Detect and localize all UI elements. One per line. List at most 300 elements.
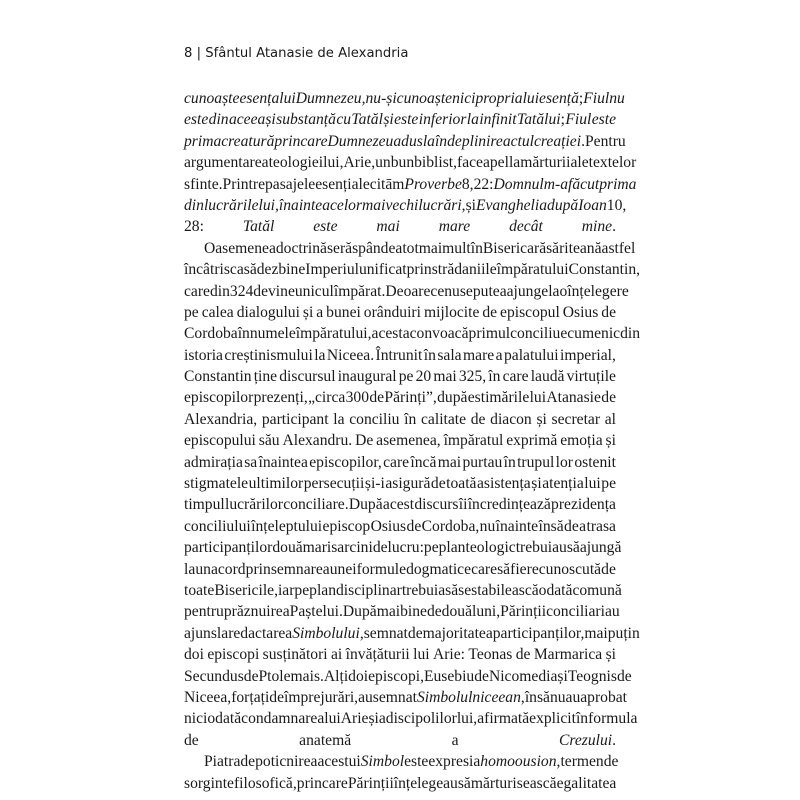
text-run: conciliului [184, 517, 251, 535]
italic-text: creației [534, 132, 582, 150]
text-run: unificat [358, 261, 407, 279]
italic-text: nu-și [365, 90, 397, 107]
text-line [184, 730, 616, 751]
word [259, 430, 280, 451]
text-run: de [430, 475, 446, 493]
italic-text: substanță [276, 111, 336, 129]
word [620, 323, 640, 344]
word [184, 131, 221, 152]
word [496, 516, 538, 537]
text-run: pe [398, 368, 414, 386]
word [576, 708, 588, 729]
word [437, 345, 461, 366]
word [257, 259, 306, 280]
text-run: Cordoba, [421, 517, 480, 535]
text-run: să [497, 560, 511, 578]
word [309, 452, 382, 473]
word [338, 366, 397, 387]
text-run: sorginte [184, 774, 234, 792]
text-run: conciliu [349, 410, 400, 428]
text-run: mărturii [520, 154, 571, 172]
word [330, 559, 357, 580]
italic-text: lui [522, 90, 540, 107]
text-run: tot [402, 239, 419, 257]
word [184, 259, 214, 280]
text-run: De [355, 432, 374, 450]
word [386, 708, 457, 729]
word [341, 708, 369, 729]
word [424, 537, 439, 558]
text-run: lui, [456, 710, 478, 728]
word [469, 323, 511, 344]
word [357, 559, 406, 580]
text-run: la [184, 560, 196, 578]
text-run: lui [584, 475, 601, 493]
word [308, 387, 345, 408]
text-line [184, 323, 641, 344]
word [184, 773, 234, 794]
word [410, 323, 469, 344]
text-run: în [237, 325, 250, 343]
text-run: trebuia [401, 581, 446, 599]
text-run: să [566, 539, 580, 557]
word [184, 345, 223, 366]
text-line [184, 751, 619, 772]
italic-text: făcut [568, 175, 600, 193]
italic-text: esența [239, 90, 280, 107]
word [184, 174, 223, 195]
word [202, 302, 234, 323]
text-run: Arie: [432, 646, 466, 664]
word [184, 366, 252, 387]
word [463, 345, 494, 366]
word [457, 152, 483, 173]
word [184, 601, 224, 622]
text-run: Imperiul [305, 261, 359, 279]
text-line [184, 666, 632, 687]
word [355, 430, 373, 451]
word [404, 751, 428, 772]
word [276, 238, 327, 259]
text-run: pe [294, 581, 310, 599]
italic-text: lui [279, 90, 296, 107]
text-run: să [445, 581, 459, 599]
word [504, 452, 516, 473]
text-run: ; [560, 111, 565, 129]
text-run: luni, [471, 603, 501, 621]
text-run: acord [210, 560, 246, 578]
text-run: pasajele [265, 175, 316, 193]
text-run: Printre [222, 175, 265, 193]
word [602, 238, 636, 259]
text-line [184, 109, 616, 130]
word [184, 323, 238, 344]
text-run: răspândea [339, 239, 403, 257]
word [379, 708, 386, 729]
word [184, 109, 208, 130]
italic-text: Fiul [583, 90, 610, 107]
word [510, 323, 560, 344]
header-separator: | [196, 46, 202, 61]
text-run: 22: [473, 175, 494, 193]
text-run: au [565, 688, 581, 706]
word [228, 623, 292, 644]
word [184, 580, 214, 601]
text-line [184, 537, 622, 558]
word [249, 473, 304, 494]
text-run: Secundus [184, 667, 244, 685]
word [244, 452, 257, 473]
word [225, 494, 283, 515]
word [579, 516, 586, 537]
word [333, 409, 344, 430]
text-run: Constantin [184, 368, 252, 386]
text-run: ; [578, 90, 584, 107]
word [423, 131, 435, 152]
text-run: toate [184, 581, 215, 599]
word [349, 409, 399, 430]
text-run: lucrărilor [224, 496, 283, 514]
text-line [184, 623, 640, 644]
italic-text: Domnul [493, 175, 544, 193]
text-run: episcopului [184, 432, 256, 450]
word [336, 109, 351, 130]
word [364, 623, 408, 644]
text-run: semnarea [270, 560, 330, 578]
italic-text: aceeași [228, 111, 276, 129]
text-run: trasa [586, 517, 616, 535]
text-run: ultimilor [248, 475, 304, 493]
text-run: emoția [560, 432, 603, 450]
text-run: mai [584, 624, 608, 642]
word [503, 131, 534, 152]
text-line [184, 387, 616, 408]
text-run: împrejurări, [284, 688, 359, 706]
text-run: majoritatea [422, 624, 493, 642]
italic-text: din [184, 196, 204, 214]
text-run: secretar [551, 410, 601, 428]
text-run: prezidența [551, 496, 616, 514]
word [477, 708, 529, 729]
text-run: la [333, 410, 345, 428]
word [373, 537, 388, 558]
word [584, 623, 607, 644]
text-run: de [407, 624, 423, 642]
word [416, 366, 432, 387]
word [259, 195, 279, 216]
text-run: Niceea. [326, 346, 375, 364]
word [476, 195, 547, 216]
word [606, 430, 616, 451]
word [574, 452, 616, 473]
word [373, 687, 417, 708]
text-run: recunoscută [526, 560, 602, 578]
text-run: Arie [340, 710, 369, 728]
text-run: forțați [231, 688, 270, 706]
text-run: teologic [465, 539, 516, 557]
text-line [184, 366, 616, 387]
word [351, 109, 383, 130]
text-run: împăratul [443, 432, 504, 450]
word [184, 559, 195, 580]
text-line [184, 601, 620, 622]
text-run: sfinte. [184, 175, 223, 193]
text-run: orânduiri [363, 303, 421, 321]
word [507, 281, 549, 302]
word [608, 623, 640, 644]
text-run: în [423, 346, 436, 364]
text-run: a [495, 346, 503, 364]
text-run: termen [560, 753, 604, 771]
word [402, 238, 418, 259]
text-run: numele [249, 325, 296, 343]
text-run: mai [418, 239, 443, 257]
text-run: și [302, 303, 314, 321]
word [480, 751, 560, 772]
text-run: asistența [477, 475, 531, 493]
word [565, 109, 591, 130]
word [468, 494, 551, 515]
word [483, 152, 509, 173]
word [497, 259, 569, 280]
text-line [184, 281, 629, 302]
word [417, 687, 472, 708]
text-run: de [616, 667, 632, 685]
italic-text: mai [362, 196, 386, 214]
word [444, 281, 460, 302]
text-run: Atanasie [546, 389, 601, 407]
word [224, 345, 312, 366]
word [184, 473, 248, 494]
word [315, 174, 370, 195]
text-run: condamnarea [241, 710, 325, 728]
italic-text: este [591, 111, 616, 129]
word [326, 302, 361, 323]
italic-text: prin [274, 132, 301, 150]
word [184, 537, 272, 558]
text-run: persecuții [303, 475, 365, 493]
word [605, 409, 616, 430]
italic-text: creatură [221, 132, 275, 150]
word [578, 195, 607, 216]
word [269, 152, 324, 173]
word [401, 131, 423, 152]
text-run: Deoarece [385, 282, 445, 300]
word [424, 345, 436, 366]
text-run: astfel [601, 239, 636, 257]
word [568, 174, 599, 195]
word [324, 708, 340, 729]
word [204, 751, 240, 772]
text-run: se [459, 282, 473, 300]
word [517, 452, 554, 473]
text-run: Osius [370, 517, 407, 535]
word [414, 152, 457, 173]
word [592, 109, 616, 130]
word [468, 387, 529, 408]
word [471, 773, 557, 794]
paragraph [184, 751, 619, 794]
word [516, 537, 567, 558]
word [601, 387, 616, 408]
text-run: de [603, 753, 619, 771]
text-run: episcopilor, [309, 453, 382, 471]
word [421, 409, 466, 430]
text-run: să [243, 261, 257, 279]
word [530, 387, 546, 408]
text-run: Teonas [468, 646, 513, 664]
text-run: strădaniile [431, 261, 497, 279]
word [479, 109, 516, 130]
word [278, 580, 294, 601]
italic-text: Simbolului [292, 624, 360, 642]
text-run: a [378, 710, 386, 728]
text-run: formula [588, 710, 638, 728]
word [520, 152, 570, 173]
text-run: , [520, 688, 525, 706]
text-run: , [359, 624, 364, 642]
word [269, 687, 284, 708]
text-run: pe [184, 303, 199, 321]
word [457, 708, 477, 729]
word [516, 644, 531, 665]
text-run: textelor [588, 154, 637, 172]
text-run: acesta [371, 325, 410, 343]
word [459, 366, 486, 387]
word [365, 473, 385, 494]
text-run: împăratului, [295, 325, 372, 343]
word [414, 494, 458, 515]
text-run: însă [538, 517, 564, 535]
word [255, 751, 310, 772]
word [362, 195, 385, 216]
word [460, 281, 473, 302]
page-number: 8 [184, 46, 193, 61]
word [435, 131, 503, 152]
text-run: și [531, 475, 542, 493]
italic-text: actul [502, 132, 535, 150]
word [385, 473, 430, 494]
word [472, 601, 500, 622]
word [570, 152, 588, 173]
text-run: 28: [184, 218, 243, 236]
word [467, 109, 479, 130]
word [432, 259, 497, 280]
word [244, 259, 257, 280]
word [184, 516, 251, 537]
word [428, 751, 480, 772]
text-line [184, 644, 616, 665]
text-run: apel [482, 154, 509, 172]
text-run: face [457, 154, 483, 172]
word [583, 88, 609, 109]
text-run: conciliare. [283, 496, 349, 514]
text-run: Părinți”, [384, 389, 437, 407]
word [383, 452, 409, 473]
word [494, 174, 544, 195]
word [606, 644, 616, 665]
italic-text: esență [539, 90, 579, 107]
italic-text: care [300, 132, 328, 150]
text-run: de [564, 517, 579, 535]
word [391, 152, 414, 173]
word [504, 345, 559, 366]
text-run: semnat [372, 688, 417, 706]
text-run: lor [555, 453, 573, 471]
word [601, 559, 616, 580]
text-run: Întrunit [375, 346, 423, 364]
word [259, 452, 308, 473]
word [294, 580, 309, 601]
word [482, 302, 497, 323]
word [304, 473, 365, 494]
word [234, 773, 297, 794]
word [490, 409, 532, 430]
text-run: din [209, 282, 230, 300]
word [259, 666, 324, 687]
text-run: laudă [530, 368, 565, 386]
word [238, 323, 250, 344]
text-run: o [559, 282, 568, 300]
word [369, 387, 384, 408]
word [358, 687, 373, 708]
text-run: răsăriteană [534, 239, 602, 257]
word [365, 88, 396, 109]
italic-text: Tatăl este mai mare decât mine [242, 218, 613, 236]
word [263, 644, 328, 665]
text-run: prin [406, 261, 432, 279]
text-run: dată [546, 581, 573, 599]
word [303, 537, 332, 558]
text-run: învățăturii [345, 646, 410, 664]
text-run: pe [423, 539, 439, 557]
text-line [184, 452, 616, 473]
text-run: nu [549, 688, 566, 706]
text-run: mare [463, 346, 495, 364]
italic-text: cunoaște [396, 90, 453, 107]
text-run: de [369, 389, 385, 407]
text-run: mărturisească [470, 774, 557, 792]
italic-text: Dumnezeu [327, 132, 394, 150]
word [548, 281, 559, 302]
text-run: prăznuirea [223, 603, 290, 621]
text-run: sarcini [331, 539, 373, 557]
text-run: calea [201, 303, 234, 321]
word [607, 195, 627, 216]
word [372, 323, 410, 344]
text-run: ajungă [579, 539, 622, 557]
text-run: după [437, 389, 468, 407]
word [534, 238, 602, 259]
text-run: Alexandru. [282, 432, 353, 450]
text-run: O [204, 239, 216, 257]
text-run: încât [184, 261, 215, 279]
text-run: „circa [308, 389, 346, 407]
text-run: bine [400, 603, 427, 621]
word [184, 430, 256, 451]
text-run: lui [324, 710, 341, 728]
italic-text: nu [609, 90, 625, 107]
italic-text: vechi [385, 196, 419, 214]
text-run: sala [437, 346, 462, 364]
word [340, 238, 402, 259]
text-run: teologiei [268, 154, 324, 172]
text-line [184, 708, 638, 729]
text-run: calitate [421, 410, 467, 428]
text-run: care [184, 282, 210, 300]
word [184, 195, 204, 216]
word [184, 452, 243, 473]
